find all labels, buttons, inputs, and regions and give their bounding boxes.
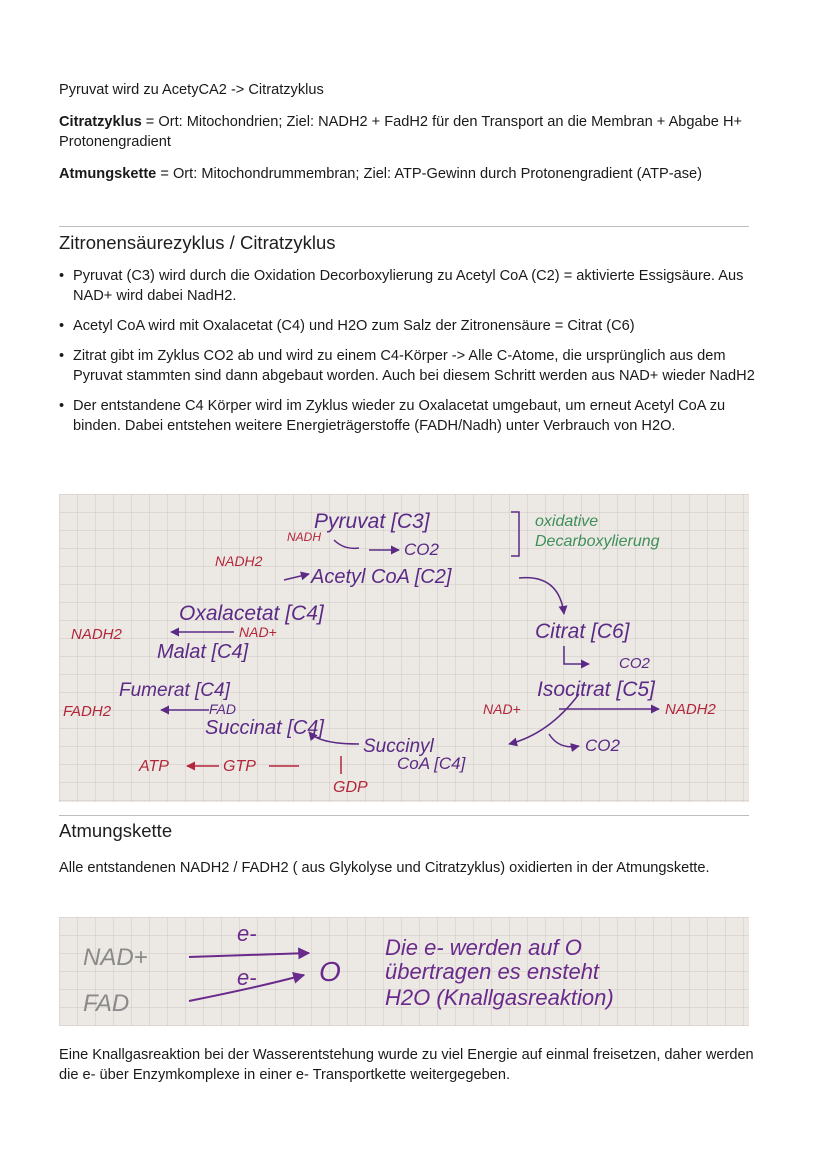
decarboxylierung-label: Decarboxylierung	[535, 533, 660, 550]
gtp-label: GTP	[223, 758, 256, 775]
nad-label: NAD+	[83, 944, 148, 971]
malat-label: Malat [C4]	[157, 641, 249, 663]
list-item: • Pyruvat (C3) wird durch die Oxidation Decorboxylierung zu Acetyl CoA (C2) = aktivierte Essigsäure. Aus NAD+ wird dabei NadH2.	[59, 266, 759, 306]
nadh2-far-left-label: NADH2	[71, 626, 122, 643]
citratzyklus-diagram	[59, 494, 749, 802]
e-mid-label: e-	[237, 965, 257, 990]
note-line-3: H2O (Knallgasreaktion)	[385, 985, 614, 1010]
fumerat-label: Fumerat [C4]	[119, 680, 230, 701]
atmungskette-def-text: = Ort: Mitochondrummembran; Ziel: ATP-Gewinn durch Protonengradient (ATP-ase)	[156, 166, 703, 182]
note-line-2: übertragen es ensteht	[385, 959, 600, 984]
nadh-label: NADH	[287, 530, 322, 544]
nadh2-left-label: NADH2	[215, 553, 263, 569]
bullet-list	[59, 266, 759, 446]
fad-label: FAD	[209, 701, 236, 717]
acetyl-label: Acetyl CoA [C2]	[311, 566, 452, 588]
atmungskette-diagram-photo	[59, 917, 749, 1026]
co2-citrat-label: CO2	[619, 655, 650, 672]
fad-label: FAD	[83, 990, 130, 1017]
oxygen-label: O	[319, 956, 341, 987]
citratzyklus-def-text: = Ort: Mitochondrien; Ziel: NADH2 + FadH2 für den Transport an die Membran + Abgabe H+ Protonengradient	[59, 114, 743, 150]
gdp-label: GDP	[333, 779, 368, 796]
section-heading-atmungskette: Atmungskette	[59, 820, 173, 841]
citratzyklus-diagram-photo	[59, 494, 749, 802]
nad-plus-2-label: NAD+	[483, 701, 521, 717]
list-item: • Acetyl CoA wird mit Oxalacetat (C4) und H2O zum Salz der Zitronensäure = Citrat (C6)	[59, 316, 759, 336]
co2-top-label: CO2	[404, 540, 439, 559]
atmungskette-term: Atmungskette	[59, 166, 157, 182]
note-line-1: Die e- werden auf O	[385, 935, 582, 960]
e-top-label: e-	[237, 921, 257, 946]
isocitrat-label: Isocitrat [C5]	[537, 678, 655, 701]
divider	[59, 226, 749, 227]
fadh2-label: FADH2	[63, 703, 112, 720]
citratzyklus-term: Citratzyklus	[59, 114, 142, 130]
nad-plus-1-label: NAD+	[239, 624, 277, 640]
nadh2-right-label: NADH2	[665, 701, 716, 718]
oxalacetat-label: Oxalacetat [C4]	[179, 602, 324, 625]
atmungskette-diagram	[59, 917, 749, 1026]
succinyl-label: Succinyl	[363, 736, 434, 757]
atp-label: ATP	[139, 758, 169, 775]
footer-text: Eine Knallgasreaktion bei der Wasserentstehung wurde zu viel Energie auf einmal freisetzen, daher werden die e- über Enzymkomplexe in einer e- Transportkette weitergegeben.	[59, 1047, 754, 1083]
list-item: • Zitrat gibt im Zyklus CO2 ab und wird zu einem C4-Körper -> Alle C-Atome, die ursprünglich aus dem Pyruvat stammten sind dann abgebaut worden. Auch bei diesem Schritt werden aus NAD+ wieder NadH2	[59, 346, 759, 386]
citratzyklus-definition	[59, 112, 759, 152]
section-heading-citratzyklus: Zitronensäurezyklus / Citratzyklus	[59, 232, 336, 253]
oxidative-label: oxidative	[535, 513, 599, 530]
atmungskette-text: Alle entstandenen NADH2 / FADH2 ( aus Glykolyse und Citratzyklus) oxidierten in der Atmungskette.	[59, 860, 710, 876]
citrat-label: Citrat [C6]	[535, 620, 630, 643]
intro-line: Pyruvat wird zu AcetyCA2 -> Citratzyklus	[59, 82, 324, 98]
atmungskette-definition	[59, 164, 759, 184]
divider	[59, 815, 749, 816]
succinat-label: Succinat [C4]	[205, 717, 324, 739]
succinyl-coa-label: CoA [C4]	[397, 754, 466, 773]
pyruvat-label: Pyruvat [C3]	[314, 510, 430, 533]
list-item: • Der entstandene C4 Körper wird im Zyklus wieder zu Oxalacetat umgebaut, um erneut Acetyl CoA zu binden. Dabei entstehen weitere Energieträgerstoffe (FADH/Nadh) unter Verbrauch von H2O.	[59, 396, 759, 436]
co2-bottom-label: CO2	[585, 736, 620, 755]
